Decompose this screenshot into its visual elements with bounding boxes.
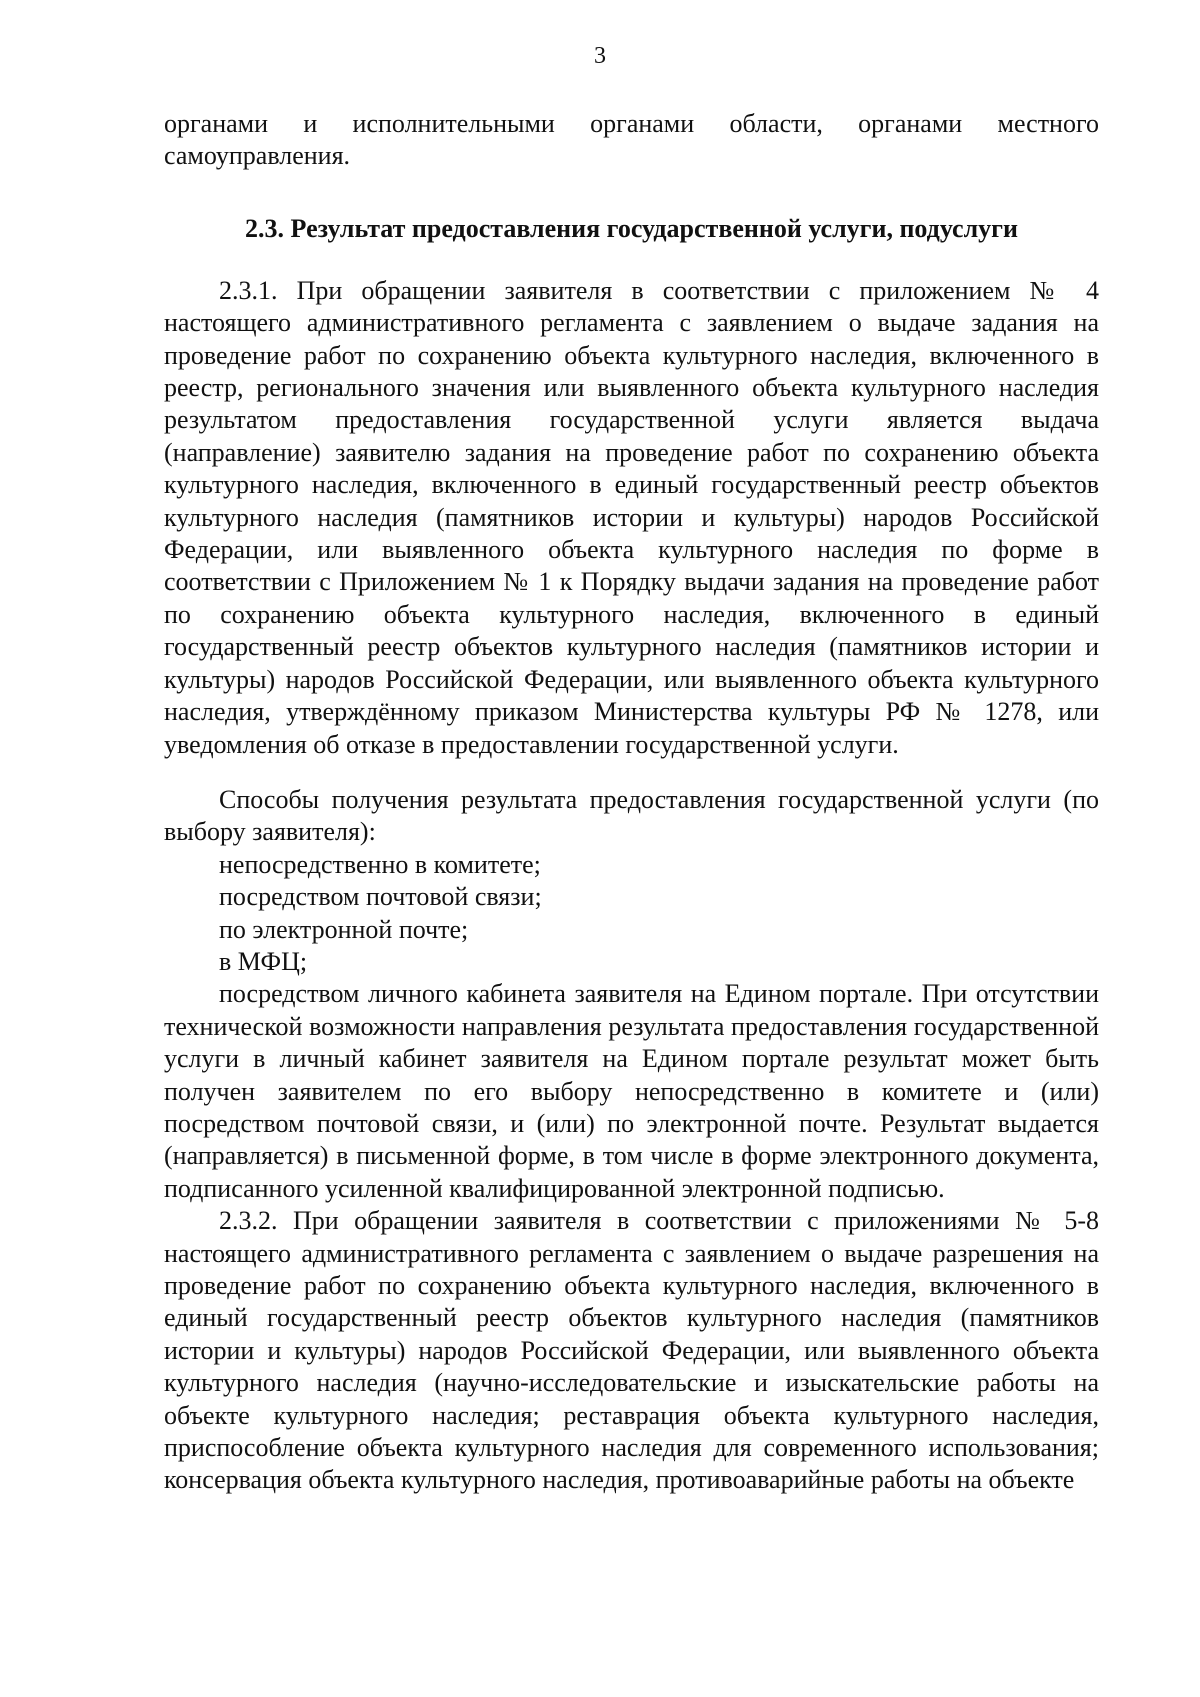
method-item: непосредственно в комитете; — [219, 849, 541, 879]
portal-paragraph: посредством личного кабинета заявителя на Едином портале. При отсутствии технической возможности направления результата предоставления государственной услуги в личный кабинет заявителя на Едином портале результат может быть получен заявителем по его выбору непосредственно в комитете и (или) посредством почтовой связи, и (или) по электронной почте. Результат выдается (направляется) в письменной форме, в том числе в форме электронного документа, подписанного усиленной квалифицированной электронной подписью. — [164, 979, 1099, 1203]
method-item: по электронной почте; — [219, 914, 469, 944]
paragraph-2-3-1: 2.3.1. При обращении заявителя в соответствии с приложением № 4 настоящего административного регламента с заявлением о выдаче задания на проведение работ по сохранению объекта культурного наследия, включенного в реестр, регионального значения или выявленного объекта культурного наследия результатом предоставления государственной услуги является выдача (направление) заявителю задания на проведение работ по сохранению объекта культурного наследия, включенного в единый государственный реестр объектов культурного наследия (памятников истории и культуры) народов Российской Федерации, или выявленного объекта культурного наследия по форме в соответствии с Приложением № 1 к Порядку выдачи задания на проведение работ по сохранению объекта культурного наследия, включенного в единый государственный реестр объектов культурного наследия (памятников истории и культуры) народов Российской Федерации, или выявленного объекта культурного наследия, утверждённому приказом Министерства культуры РФ № 1278, или уведомления об отказе в предоставлении государственной услуги. — [164, 275, 1099, 759]
section-heading: 2.3. Результат предоставления государственной услуги, подуслуги — [245, 213, 1018, 243]
paragraph-2-3-2: 2.3.2. При обращении заявителя в соответствии с приложениями № 5-8 настоящего административного регламента с заявлением о выдаче разрешения на проведение работ по сохранению объекта культурного наследия, включенного в единый государственный реестр объектов культурного наследия (памятников истории и культуры) народов Российской Федерации, или выявленного объекта культурного наследия (научно-исследовательские и изыскательские работы на объекте культурного наследия; реставрация объекта культурного наследия, приспособление объекта культурного наследия для современного использования; консервация объекта культурного наследия, противоаварийные работы на объекте — [164, 1206, 1099, 1495]
methods-list — [164, 849, 1099, 979]
method-item: в МФЦ; — [219, 946, 308, 976]
intro-text: органами и исполнительными органами области, органами местного самоуправления. — [164, 109, 1099, 171]
methods-intro: Способы получения результата предоставления государственной услуги (по выбору заявителя): — [164, 784, 1099, 847]
page-body — [164, 108, 1099, 1497]
method-item: посредством почтовой связи; — [219, 882, 542, 912]
page-number: 3 — [594, 43, 606, 69]
